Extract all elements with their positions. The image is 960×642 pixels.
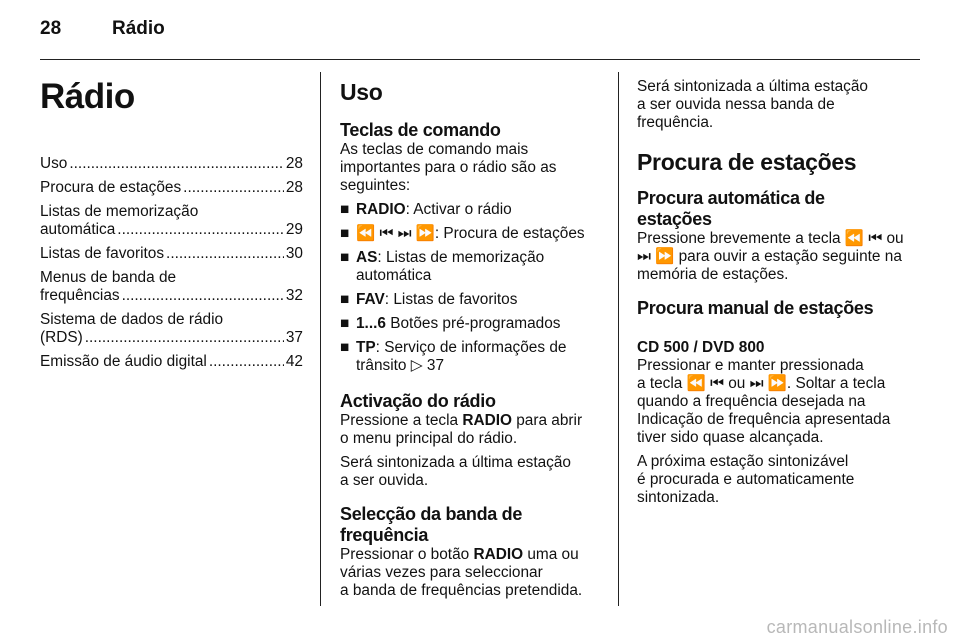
list-item: ■ 1...6 Botões pré-programados (340, 315, 561, 332)
subheading-seleccao: Selecção da banda de frequência (340, 504, 523, 545)
subheading-teclas: Teclas de comando (340, 120, 501, 140)
procura-manual-paragraph: Pressionar e manter pressionada a tecla ⏪ ⏮ ou ⏭ ⏩. Soltar a tecla quando a frequência desejada na Indicação de frequência apresentada tiver sido quase alcançada. (637, 357, 891, 446)
activacao-paragraph-2: Será sintonizada a última estação a ser ouvida. (340, 454, 571, 489)
toc-page: 28 (285, 155, 303, 172)
toc-entry-favoritos[interactable]: Listas de favoritos ..... 30 (40, 245, 303, 263)
column-divider-1 (320, 72, 321, 606)
toc-page: 30 (285, 245, 303, 262)
column-procura (637, 74, 905, 507)
section-heading-procura: Procura de estações (637, 149, 857, 175)
page-number: 28 (40, 18, 62, 39)
seek-buttons-icon: ⏪ ⏮ ⏭ ⏩ (356, 225, 435, 242)
subheading-activacao: Activação do rádio (340, 391, 496, 411)
toc-page: 29 (285, 221, 303, 238)
page-reference-link[interactable]: ▷ 37 (410, 357, 445, 374)
toc-page: 37 (285, 329, 303, 346)
column-divider-2 (618, 72, 619, 606)
subheading-procura-automatica: Procura automática de estações (637, 188, 825, 229)
procura-manual-paragraph-2: A próxima estação sintonizável é procurada e automaticamente sintonizada. (637, 453, 855, 506)
list-item: ■ RADIO: Activar o rádio (340, 201, 512, 218)
list-item: ■ FAV: Listas de favoritos (340, 291, 518, 308)
procura-automatica-paragraph: Pressione brevemente a tecla ⏪ ⏮ ou ⏭ ⏩ para ouvir a estação seguinte na memória de estações. (637, 230, 904, 283)
toc-entry-procura[interactable]: Procura de estações ..... 28 (40, 179, 303, 197)
seek-forward-icon: ⏭ ⏩ (749, 375, 787, 392)
column-toc (40, 74, 303, 377)
toc-entry-menus-banda[interactable]: Menus de banda de frequências ..... 32 (40, 269, 303, 305)
subheading-procura-manual: Procura manual de estações (637, 298, 874, 318)
list-item: ■ TP: Serviço de informações de trânsito ▷ 37 (340, 339, 567, 374)
toc-entry-listas-memorizacao[interactable]: Listas de memorização automática ..... 29 (40, 203, 303, 239)
table-of-contents (40, 155, 303, 371)
toc-page: 32 (285, 287, 303, 304)
control-key-list (340, 201, 596, 375)
reference-arrow-icon: ▷ (410, 357, 423, 374)
list-item: ■ ⏪ ⏮ ⏭ ⏩: Procura de estações (340, 225, 585, 242)
column-uso (340, 74, 596, 600)
toc-entry-audio-digital[interactable]: Emissão de áudio digital ..... 42 (40, 353, 303, 371)
watermark: carmanualsonline.info (766, 617, 948, 637)
toc-page: 42 (285, 353, 303, 370)
header-rule (40, 59, 920, 60)
seek-back-icon: ⏪ ⏮ (844, 230, 883, 247)
toc-entry-rds[interactable]: Sistema de dados de rádio (RDS) ..... 37 (40, 311, 303, 347)
running-section-title: Rádio (112, 18, 165, 39)
page-header (40, 18, 165, 40)
chapter-title: Rádio (40, 77, 135, 116)
intro-paragraph: Será sintonizada a última estação a ser ouvida nessa banda de frequência. (637, 78, 868, 131)
seleccao-paragraph: Pressionar o botão RADIO uma ou várias vezes para seleccionar a banda de frequências pretendida. (340, 546, 583, 599)
section-heading-uso: Uso (340, 79, 383, 105)
list-item: ■ AS: Listas de memorização automática (340, 249, 545, 284)
teclas-intro: As teclas de comando mais importantes para o rádio são as seguintes: (340, 141, 557, 194)
seek-back-icon: ⏪ ⏮ (686, 375, 724, 392)
activacao-paragraph-1: Pressione a tecla RADIO para abrir o menu principal do rádio. (340, 412, 583, 447)
toc-entry-uso[interactable]: Uso ..... 28 (40, 155, 303, 173)
model-label: CD 500 / DVD 800 (637, 339, 765, 356)
seek-forward-icon: ⏭ ⏩ (637, 248, 675, 265)
toc-page: 28 (285, 179, 303, 196)
